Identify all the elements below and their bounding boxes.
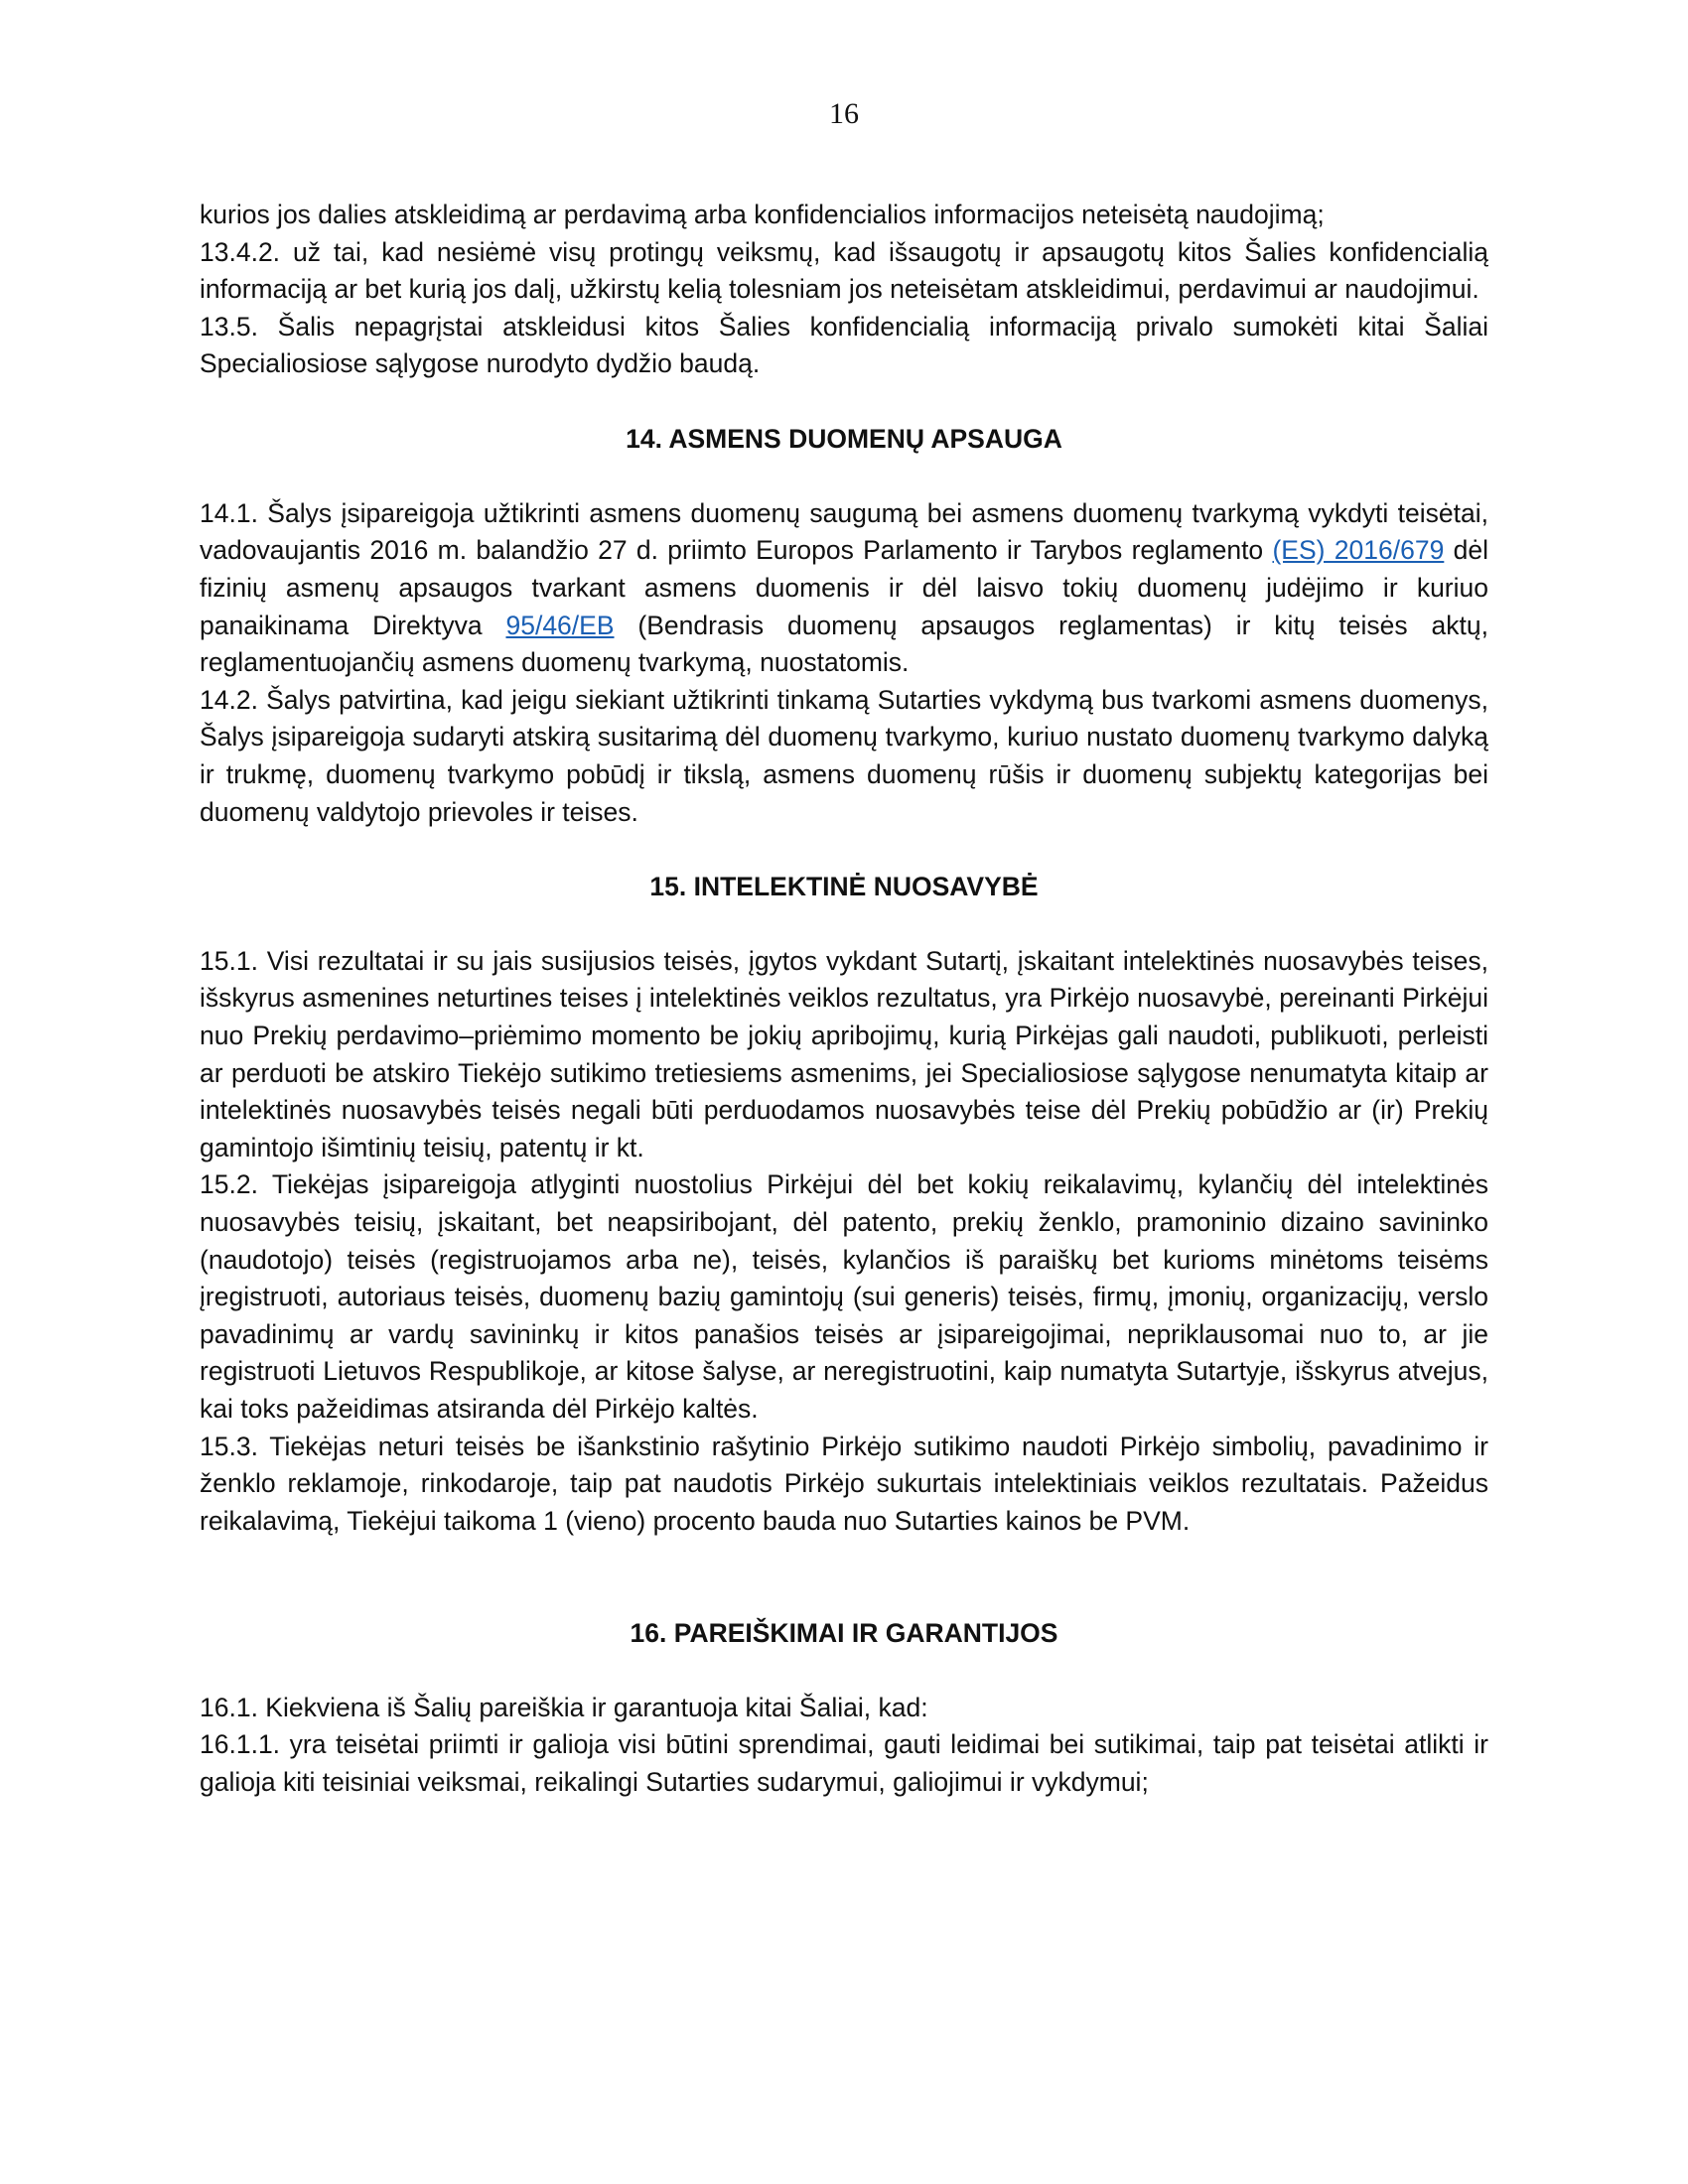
- paragraph-13-4-1-end: kurios jos dalies atskleidimą ar perdavimą arba konfidencialios informacijos neteisėtą naudojimą;: [200, 200, 1325, 229]
- link-regulation-2016-679[interactable]: (ES) 2016/679: [1272, 535, 1445, 566]
- paragraph-14-1: [200, 495, 1488, 682]
- paragraph-15-3: 15.3. Tiekėjas neturi teisės be išankstinio rašytinio Pirkėjo sutikimo naudoti Pirkėjo simbolių, pavadinimo ir ženklo reklamoje, rinkodaroje, taip pat naudotis Pirkėjo sukurtais intelektiniais veiklos rezultatais. Pažeidus reikalavimą, Tiekėjui taikoma 1 (vieno) procento bauda nuo Sutarties kainos be PVM.: [200, 1431, 1488, 1536]
- section-heading-14: 14. ASMENS DUOMENŲ APSAUGA: [626, 423, 1062, 454]
- document-body: [200, 197, 1488, 1802]
- page-number: 16: [829, 97, 859, 130]
- section-heading-16: 16. PAREIŠKIMAI IR GARANTIJOS: [630, 1617, 1058, 1648]
- paragraph-16-1: 16.1. Kiekviena iš Šalių pareiškia ir garantuoja kitai Šaliai, kad:: [200, 1692, 928, 1722]
- paragraph-14-1-text-b: dėl fizinių asmenų apsaugos tvarkant asmens duomenis ir dėl laisvo tokių duomenų judėjimo ir kuriuo panaikinama Direktyva: [200, 535, 1488, 640]
- paragraph-13-4-2: 13.4.2. už tai, kad nesiėmė visų protingų veiksmų, kad išsaugotų ir apsaugotų kitos Šalies konfidencialią informaciją ar bet kurią jos dalį, užkirstų kelią tolesniam jos neteisėtam atskleidimui, perdavimui ar naudojimui.: [200, 236, 1488, 305]
- paragraph-15-2: 15.2. Tiekėjas įsipareigoja atlyginti nuostolius Pirkėjui dėl bet kokių reikalavimų, kylančių dėl intelektinės nuosavybės teisių, įskaitant, bet neapsiribojant, dėl patento, prekių ženklo, pramoninio dizaino savininko (naudotojo) teisės (registruojamos arba ne), teisės, kylančios iš paraiškų bet kurioms minėtoms teisėms įregistruoti, autoriaus teisės, duomenų bazių gamintojų (sui generis) teisės, firmų, įmonių, organizacijų, verslo pavadinimų ar vardų savininkų ir kitos panašios teisės ar įsipareigojimai, nepriklausomai nuo to, ar jie registruoti Lietuvos Respublikoje, ar kitose šalyse, ar neregistruotini, kaip numatyta Sutartyje, išskyrus atvejus, kai toks pažeidimas atsiranda dėl Pirkėjo kaltės.: [200, 1169, 1488, 1424]
- paragraph-14-1-text-a: 14.1. Šalys įsipareigoja užtikrinti asmens duomenų saugumą bei asmens duomenų tvarkymą vykdyti teisėtai, vadovaujantis 2016 m. balandžio 27 d. priimto Europos Parlamento ir Tarybos reglamento: [200, 497, 1488, 566]
- paragraph-14-2: 14.2. Šalys patvirtina, kad jeigu siekiant užtikrinti tinkamą Sutarties vykdymą bus tvarkomi asmens duomenys, Šalys įsipareigoja sudaryti atskirą susitarimą dėl duomenų tvarkymo, kuriuo nustato duomenų tvarkymo dalyką ir trukmę, duomenų tvarkymo pobūdį ir tikslą, asmens duomenų rūšis ir duomenų subjektų kategorijas bei duomenų valdytojo prievoles ir teises.: [200, 684, 1488, 827]
- paragraph-14-1-text-c: (Bendrasis duomenų apsaugos reglamentas) ir kitų teisės aktų, reglamentuojančių asmens duomenų tvarkymą, nuostatomis.: [200, 610, 1488, 678]
- paragraph-16-1-1: 16.1.1. yra teisėtai priimti ir galioja visi būtini sprendimai, gauti leidimai bei sutikimai, taip pat teisėtai atlikti ir galioja kiti teisiniai veiksmai, reikalingi Sutarties sudarymui, galiojimui ir vykdymui;: [200, 1729, 1488, 1797]
- paragraph-13-5: 13.5. Šalis nepagrįstai atskleidusi kitos Šalies konfidencialią informaciją privalo sumokėti kitai Šaliai Specialiosiose sąlygose nurodyto dydžio baudą.: [200, 311, 1488, 379]
- paragraph-15-1: 15.1. Visi rezultatai ir su jais susijusios teisės, įgytos vykdant Sutartį, įskaitant intelektinės nuosavybės teises, išskyrus asmenines neturtines teises į intelektinės veiklos rezultatus, yra Pirkėjo nuosavybė, pereinanti Pirkėjui nuo Prekių perdavimo–priėmimo momento be jokių apribojimų, kurią Pirkėjas gali naudoti, publikuoti, perleisti ar perduoti be atskiro Tiekėjo sutikimo tretiesiems asmenims, jei Specialiosiose sąlygose nenumatyta kitaip ar intelektinės nuosavybės teisės negali būti perduodamos nuosavybės teise dėl Prekių pobūdžio ar (ir) Prekių gamintojo išimtinių teisių, patentų ir kt.: [200, 945, 1488, 1162]
- section-heading-15: 15. INTELEKTINĖ NUOSAVYBĖ: [649, 871, 1039, 901]
- link-directive-95-46-eb[interactable]: 95/46/EB: [505, 610, 615, 640]
